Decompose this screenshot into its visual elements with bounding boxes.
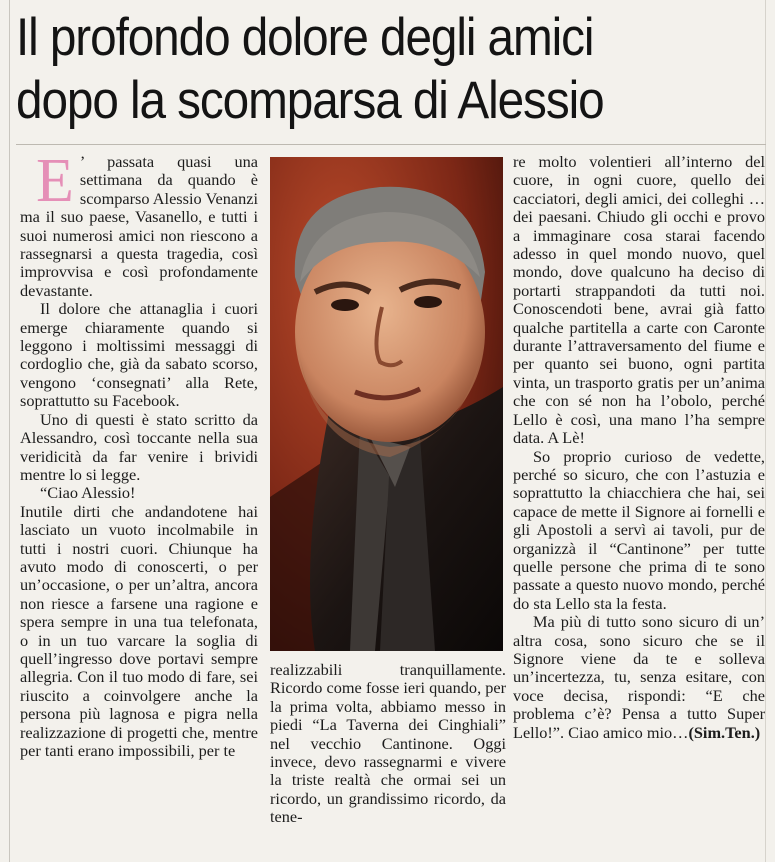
paragraph: Inutile dirti che andandotene hai lasciato un vuoto incolmabile in tutti i nostri cuori. Chiunque ha avuto modo di conoscerti, o per un’occasione, o per un’altra, ancora non riesce a farsene una ragione e spera sempre in una tua telefonata, o in un tuo varcare la soglia di quell’ingresso dove portavi sempre allegria. Con il tuo modo di fare, sei riuscito a coinvolgere anche la persona più lagnosa e pigra nella realizzazione di progetti che, mentre per tanti erano impossibili, per te bbox=[20, 501, 258, 760]
author-signature: (Sim.Ten.) bbox=[688, 722, 761, 742]
paragraph-text: ’ passata quasi una settimana da quando è scomparso Alessio Venanzi ma il suo paese, Vasanello, e tutti i suoi numerosi amici non riescono a rassegnarsi a questa tragedia, così improvvisa e così profondamente devastante. bbox=[20, 152, 258, 300]
paragraph: Il dolore che attanaglia i cuori emerge chiaramente quando si leggono i moltissimi messaggi di cordoglio che, già da sabato scorso, vengono ‘consegnati’ alla Rete, soprattutto su Facebook. bbox=[20, 299, 258, 411]
article-column-2 bbox=[270, 661, 506, 827]
headline-line-1: Il profondo dolore degli amici bbox=[16, 8, 594, 67]
paragraph bbox=[513, 613, 765, 742]
paragraph: Uno di questi è stato scritto da Alessandro, così toccante nella sua veridicità da far venire i brividi mentre lo si legge. bbox=[20, 409, 258, 484]
headline-line-2: dopo la scomparsa di Alessio bbox=[16, 71, 604, 130]
paragraph: realizzabili tranquillamente. Ricordo come fosse ieri quando, per la prima volta, abbiamo messo in piedi “La Taverna dei Cinghiali” nel vecchio Cantinone. Oggi invece, devo rassegnarmi e vivere la triste realtà che ormai sei un ricordo, un grandissimo ricordo, da tene- bbox=[270, 660, 507, 827]
article-headline bbox=[16, 6, 693, 132]
paragraph: re molto volentieri all’interno del cuore, in ogni cuore, quello dei cacciatori, degli amici, dei colleghi … dei paesani. Chiudo gli occhi e provo a immaginare cosa starai facendo adesso in quel mondo nuovo, quel mondo, dove qualcuno ha deciso di portarti strappandoti da tutti noi. Conoscendoti bene, avrai già fatto qualche partitella a carte con Caronte durante l’attraversamento del fiume e per quanto sei buono, ogni partita vinta, un trasporto gratis per un’anima che con sé non ha l’obolo, perché Lello è così, una mano l’ha sempre data. A Lè! bbox=[513, 152, 765, 448]
paragraph-text: Ma più di tutto sono sicuro di un’ altra cosa, sono sicuro che se il Signore viene da te e solleva un’incertezza, tu, senza esitare, con voce decisa, rispondi: “E che problema c’è? Pensa a tutto Super Lello!”. Ciao amico mio… bbox=[513, 612, 765, 742]
portrait-illustration bbox=[270, 157, 503, 651]
paragraph: So proprio curioso de vedette, perché so sicuro, che con l’astuzia e soprattutto la chiacchiera che hai, sei capace de mette il Signore ai fornelli e gli Apostoli a servì ai tavoli, pur de organizzà il “Cantinone” per tutte quelle persone che prima di te sono passate a questo nuovo mondo, perché do sta Lello sta la festa. bbox=[513, 446, 765, 613]
paragraph bbox=[20, 147, 258, 300]
page-right-line bbox=[765, 0, 766, 862]
page-margin-line bbox=[9, 0, 10, 862]
portrait-photo bbox=[270, 157, 503, 651]
headline-rule bbox=[16, 144, 766, 145]
article-column-3 bbox=[513, 153, 765, 742]
article-column-1 bbox=[20, 147, 258, 760]
paragraph: “Ciao Alessio! bbox=[40, 483, 136, 503]
drop-cap: E bbox=[36, 147, 74, 215]
